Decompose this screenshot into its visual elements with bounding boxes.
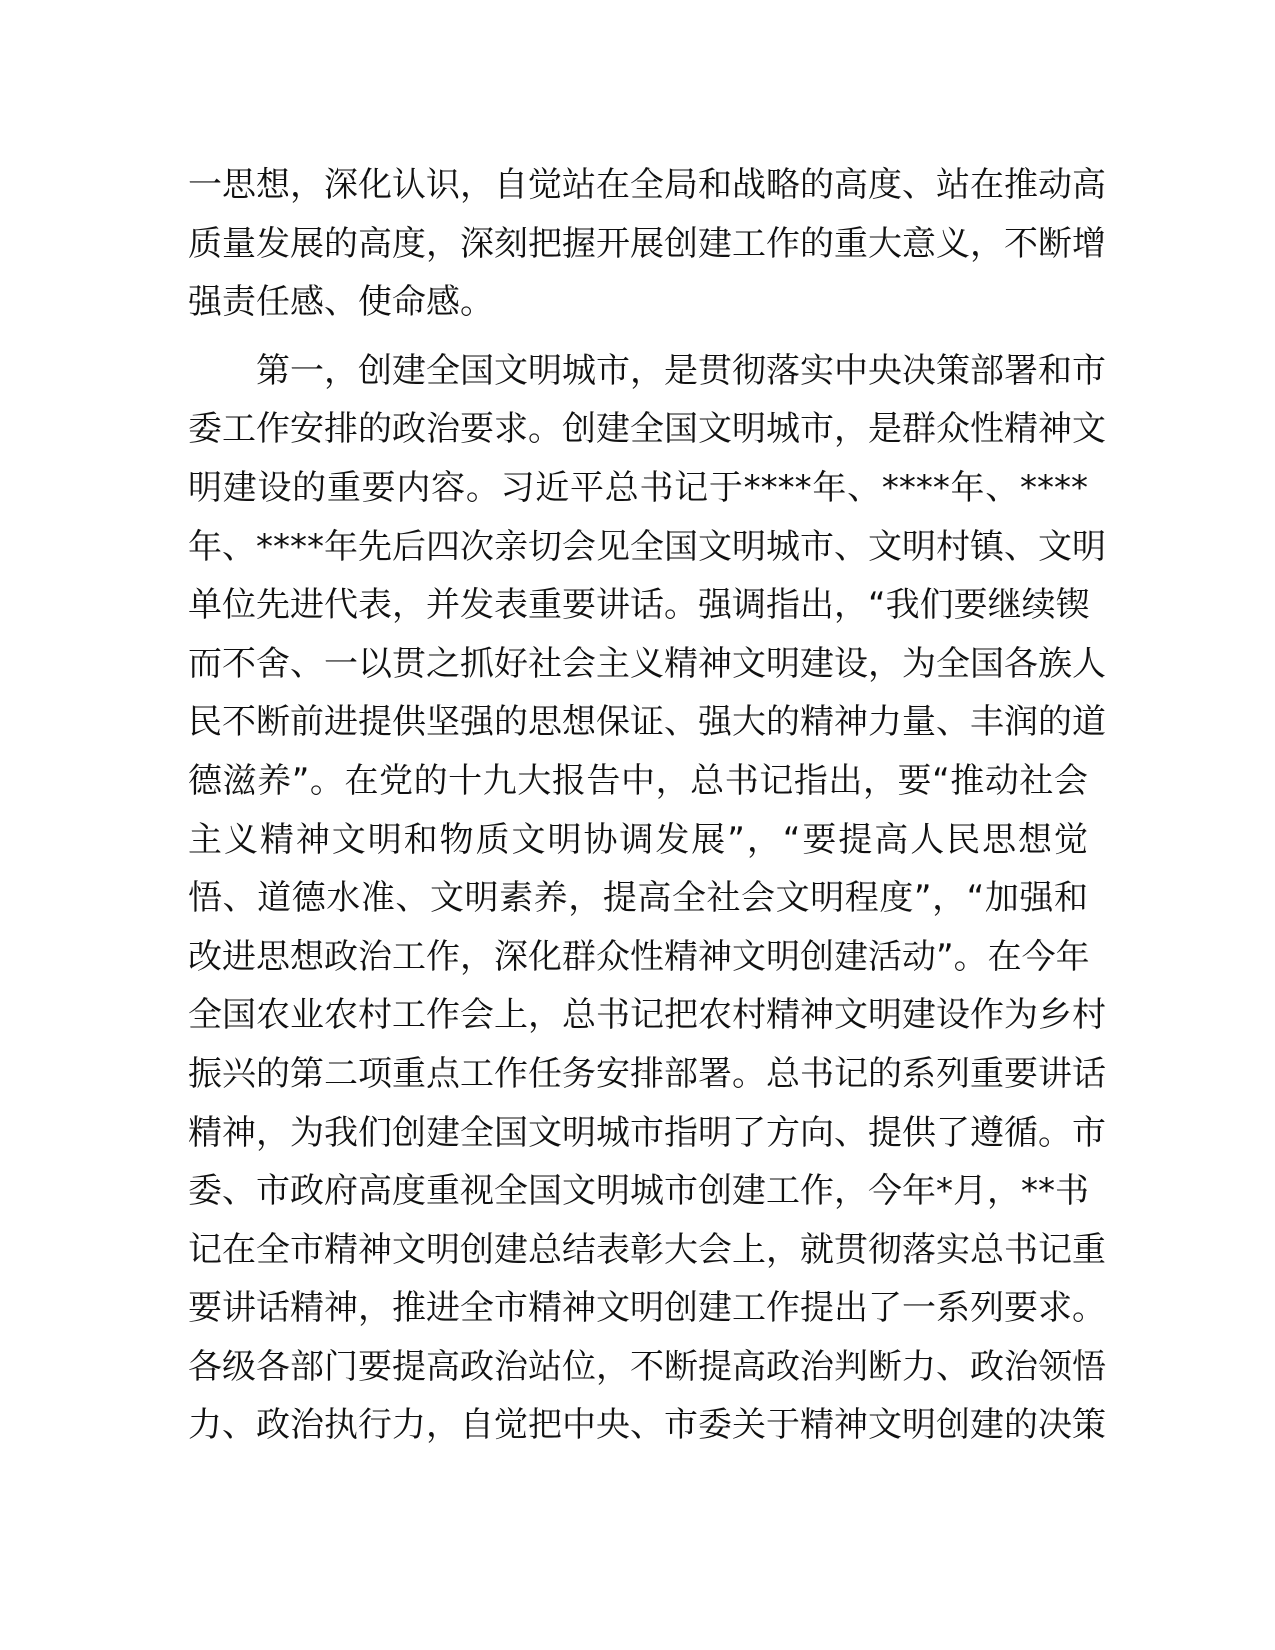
text-line: 民不断前进提供坚强的思想保证、强大的精神力量、丰润的道 xyxy=(188,702,1106,743)
text-line: 改进思想政治工作，深化群众性精神文明创建活动”。在今年 xyxy=(188,936,1090,977)
text-line: 委工作安排的政治要求。创建全国文明城市，是群众性精神文 xyxy=(188,409,1106,450)
document-body xyxy=(188,156,1106,1455)
paragraph-2 xyxy=(188,342,1106,1455)
text-line: 强责任感、使命感。 xyxy=(188,282,494,323)
text-line: 而不舍、一以贯之抓好社会主义精神文明建设，为全国各族人 xyxy=(188,643,1106,684)
text-line: 一思想，深化认识，自觉站在全局和战略的高度、站在推动高 xyxy=(188,165,1106,205)
text-line: 各级各部门要提高政治站位，不断提高政治判断力、政治领悟 xyxy=(188,1346,1106,1387)
paragraph-spacer xyxy=(188,332,1088,342)
text-line: 记在全市精神文明创建总结表彰大会上，就贯彻落实总书记重 xyxy=(188,1229,1106,1270)
text-line: 精神，为我们创建全国文明城市指明了方向、提供了遵循。市 xyxy=(188,1112,1106,1153)
text-line: 单位先进代表，并发表重要讲话。强调指出，“我们要继续锲 xyxy=(188,585,1090,626)
text-line: 明建设的重要内容。习近平总书记于****年、****年、**** xyxy=(188,467,1088,508)
text-line: 第一，创建全国文明城市，是贯彻落实中央决策部署和市 xyxy=(256,350,1106,391)
text-line: 要讲话精神，推进全市精神文明创建工作提出了一系列要求。 xyxy=(188,1288,1106,1329)
text-line: 主义精神文明和物质文明协调发展”，“要提高人民思想觉 xyxy=(188,819,1088,860)
text-line: 全国农业农村工作会上，总书记把农村精神文明建设作为乡村 xyxy=(188,995,1106,1036)
text-line: 委、市政府高度重视全国文明城市创建工作，今年*月，**书 xyxy=(188,1171,1089,1212)
text-line: 振兴的第二项重点工作任务安排部署。总书记的系列重要讲话 xyxy=(188,1053,1106,1094)
paragraph-1 xyxy=(188,156,1106,332)
text-line: 年、****年先后四次亲切会见全国文明城市、文明村镇、文明 xyxy=(188,526,1106,567)
text-line: 质量发展的高度，深刻把握开展创建工作的重大意义，不断增 xyxy=(188,223,1106,264)
text-line: 德滋养”。在党的十九大报告中，总书记指出，要“推动社会 xyxy=(188,760,1088,801)
text-line: 力、政治执行力，自觉把中央、市委关于精神文明创建的决策 xyxy=(188,1405,1106,1446)
text-line: 悟、道德水准、文明素养，提高全社会文明程度”，“加强和 xyxy=(188,878,1088,919)
